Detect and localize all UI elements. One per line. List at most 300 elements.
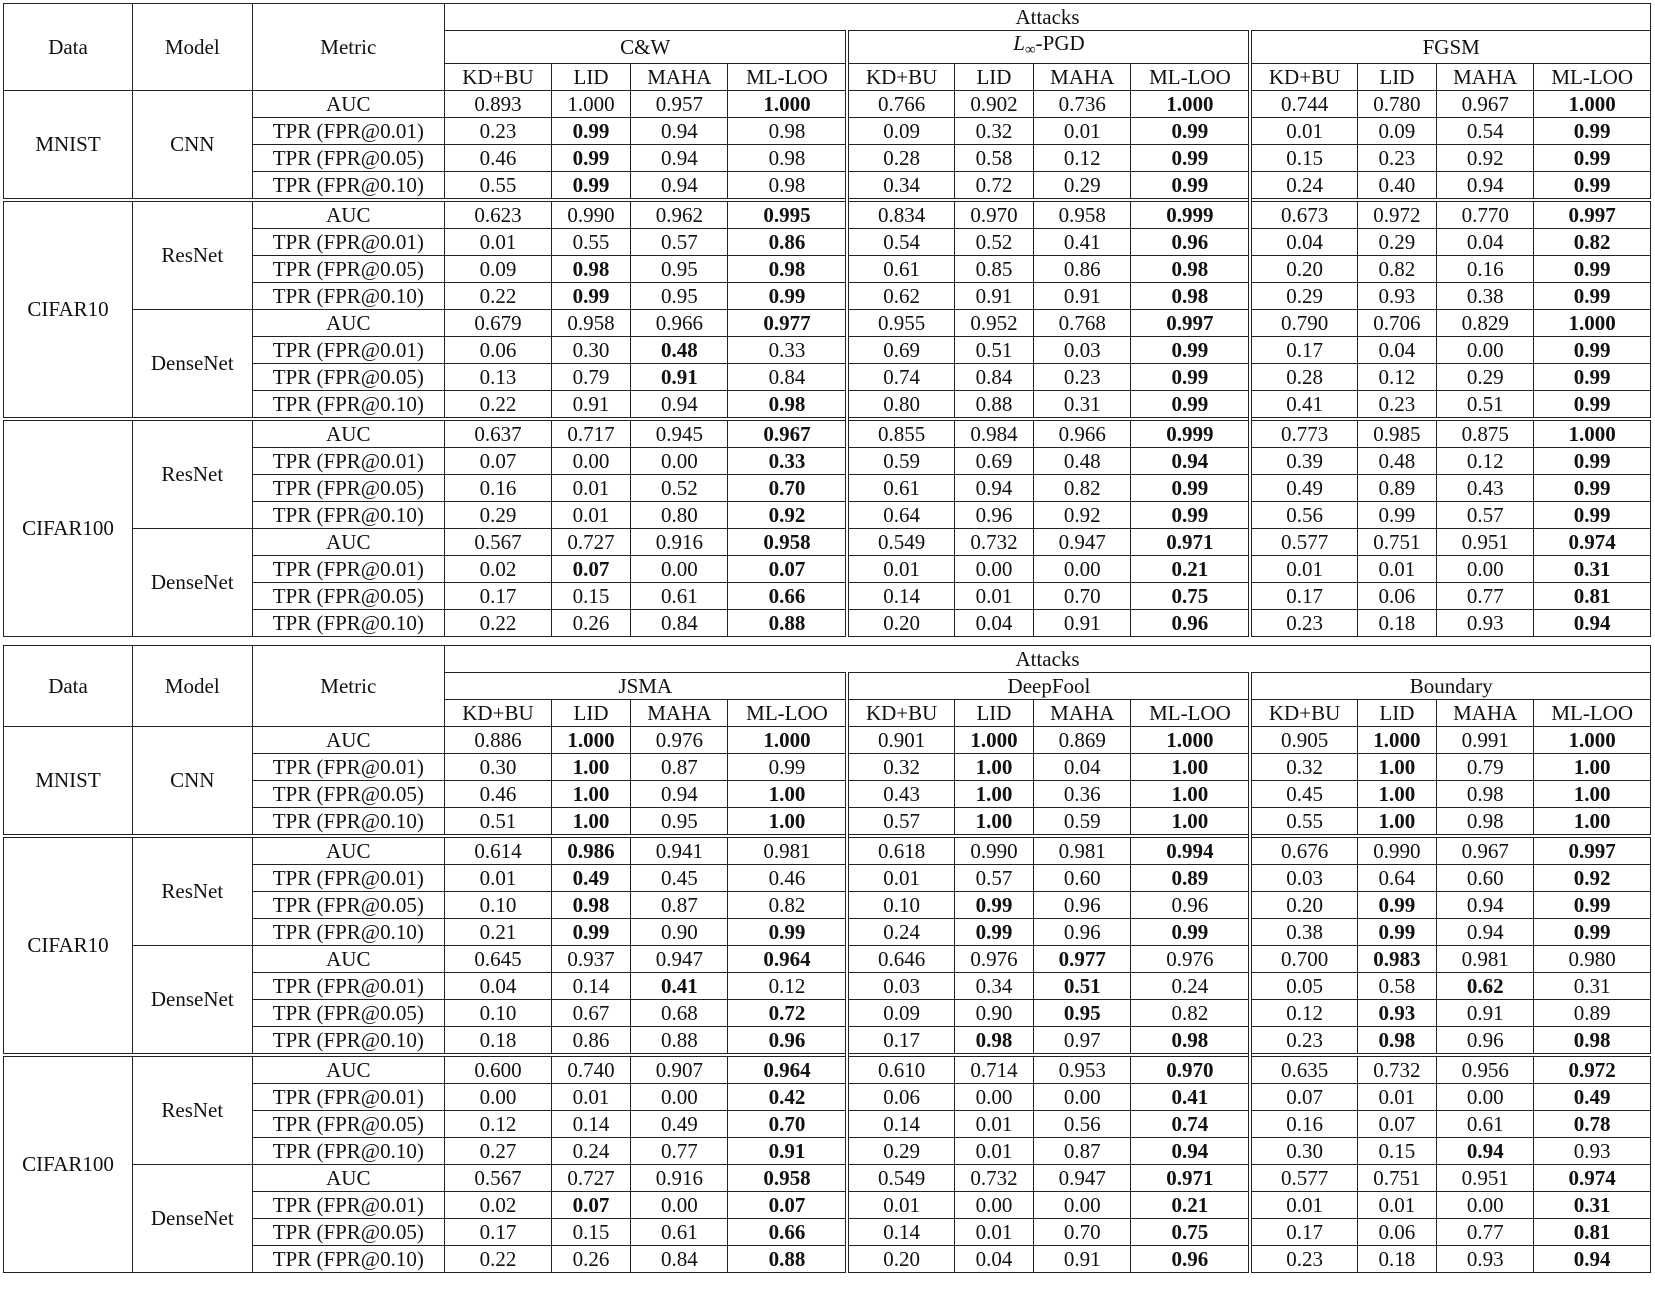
value-cell: 0.49 [551, 865, 630, 892]
value-cell: 0.96 [1437, 1027, 1534, 1056]
value-cell: 0.985 [1357, 419, 1436, 448]
value-cell: 0.676 [1250, 836, 1357, 865]
value-cell: 0.41 [1250, 391, 1357, 420]
value-cell: 0.94 [1534, 1246, 1651, 1273]
value-cell: 0.997 [1131, 310, 1251, 337]
value-cell: 0.99 [1534, 448, 1651, 475]
value-cell: 0.41 [1131, 1084, 1251, 1111]
table-row [4, 1055, 1651, 1084]
value-cell: 1.000 [1534, 91, 1651, 118]
value-cell: 0.986 [551, 836, 630, 865]
value-cell: 0.57 [631, 229, 728, 256]
value-cell: 0.947 [1034, 529, 1131, 556]
value-cell: 0.72 [954, 172, 1033, 201]
value-cell: 0.59 [1034, 808, 1131, 837]
value-cell: 0.74 [1131, 1111, 1251, 1138]
value-cell: 0.99 [1131, 118, 1251, 145]
value-cell: 0.93 [1437, 610, 1534, 637]
value-cell: 0.88 [631, 1027, 728, 1056]
value-cell: 0.98 [1437, 781, 1534, 808]
value-cell: 0.96 [728, 1027, 848, 1056]
value-cell: 0.16 [1250, 1111, 1357, 1138]
metric-cell: TPR (FPR@0.10) [252, 1027, 445, 1056]
value-cell: 0.04 [1250, 229, 1357, 256]
value-cell: 0.58 [954, 145, 1033, 172]
value-cell: 0.04 [1437, 229, 1534, 256]
value-cell: 0.01 [954, 1219, 1033, 1246]
value-cell: 0.98 [551, 892, 630, 919]
value-cell: 0.981 [1034, 836, 1131, 865]
method-header: MAHA [1437, 64, 1534, 91]
value-cell: 0.75 [1131, 583, 1251, 610]
value-cell: 0.81 [1534, 583, 1651, 610]
method-header: KD+BU [445, 64, 552, 91]
value-cell: 0.23 [1034, 364, 1131, 391]
value-cell: 0.645 [445, 946, 552, 973]
value-cell: 0.635 [1250, 1055, 1357, 1084]
value-cell: 0.98 [954, 1027, 1033, 1056]
value-cell: 0.32 [847, 754, 954, 781]
value-cell: 0.09 [445, 256, 552, 283]
value-cell: 0.94 [631, 391, 728, 420]
metric-cell: TPR (FPR@0.01) [252, 448, 445, 475]
value-cell: 0.39 [1250, 448, 1357, 475]
value-cell: 0.99 [1131, 391, 1251, 420]
metric-cell: TPR (FPR@0.01) [252, 1192, 445, 1219]
value-cell: 0.92 [1034, 502, 1131, 529]
value-cell: 0.981 [728, 836, 848, 865]
value-cell: 0.00 [1034, 1084, 1131, 1111]
metric-cell: TPR (FPR@0.10) [252, 502, 445, 529]
value-cell: 0.972 [1534, 1055, 1651, 1084]
value-cell: 0.98 [1131, 283, 1251, 310]
value-cell: 0.732 [1357, 1055, 1436, 1084]
value-cell: 0.990 [551, 200, 630, 229]
value-cell: 0.549 [847, 529, 954, 556]
value-cell: 0.31 [1034, 391, 1131, 420]
value-cell: 0.22 [445, 391, 552, 420]
value-cell: 0.937 [551, 946, 630, 973]
value-cell: 0.99 [1131, 364, 1251, 391]
value-cell: 0.41 [631, 973, 728, 1000]
value-cell: 0.17 [1250, 1219, 1357, 1246]
metric-cell: TPR (FPR@0.01) [252, 973, 445, 1000]
value-cell: 0.07 [728, 1192, 848, 1219]
value-cell: 0.94 [631, 172, 728, 201]
value-cell: 0.995 [728, 200, 848, 229]
value-cell: 0.941 [631, 836, 728, 865]
value-cell: 0.00 [445, 1084, 552, 1111]
value-cell: 0.77 [1437, 583, 1534, 610]
value-cell: 1.00 [728, 808, 848, 837]
value-cell: 0.01 [1357, 1192, 1436, 1219]
value-cell: 0.972 [1357, 200, 1436, 229]
value-cell: 0.99 [1357, 919, 1436, 946]
value-cell: 0.22 [445, 610, 552, 637]
dataset-cell: CIFAR10 [4, 200, 133, 419]
value-cell: 0.971 [1131, 1165, 1251, 1192]
value-cell: 0.38 [1437, 283, 1534, 310]
value-cell: 0.974 [1534, 1165, 1651, 1192]
attack-header: JSMA [445, 673, 848, 700]
value-cell: 0.04 [954, 1246, 1033, 1273]
value-cell: 0.99 [1534, 919, 1651, 946]
method-header: KD+BU [847, 700, 954, 727]
metric-cell: TPR (FPR@0.01) [252, 118, 445, 145]
value-cell: 0.45 [631, 865, 728, 892]
metric-cell: TPR (FPR@0.10) [252, 808, 445, 837]
value-cell: 0.96 [1131, 229, 1251, 256]
value-cell: 0.95 [1034, 1000, 1131, 1027]
value-cell: 0.766 [847, 91, 954, 118]
value-cell: 1.000 [1131, 727, 1251, 754]
value-cell: 0.780 [1357, 91, 1436, 118]
metric-cell: TPR (FPR@0.01) [252, 229, 445, 256]
value-cell: 0.700 [1250, 946, 1357, 973]
value-cell: 0.893 [445, 91, 552, 118]
value-cell: 0.55 [1250, 808, 1357, 837]
value-cell: 0.999 [1131, 419, 1251, 448]
metric-cell: AUC [252, 727, 445, 754]
value-cell: 0.10 [445, 892, 552, 919]
method-header: KD+BU [1250, 64, 1357, 91]
value-cell: 0.717 [551, 419, 630, 448]
value-cell: 0.80 [847, 391, 954, 420]
value-cell: 0.07 [445, 448, 552, 475]
value-cell: 1.00 [1357, 781, 1436, 808]
header-model: Model [133, 646, 253, 727]
model-cell: CNN [133, 91, 253, 201]
method-header: ML-LOO [1534, 700, 1651, 727]
value-cell: 0.12 [1034, 145, 1131, 172]
value-cell: 0.58 [1357, 973, 1436, 1000]
method-header: LID [551, 64, 630, 91]
value-cell: 0.17 [847, 1027, 954, 1056]
value-cell: 0.14 [551, 973, 630, 1000]
value-cell: 0.770 [1437, 200, 1534, 229]
value-cell: 1.000 [1534, 727, 1651, 754]
value-cell: 0.01 [847, 556, 954, 583]
value-cell: 1.000 [551, 727, 630, 754]
value-cell: 0.96 [1131, 892, 1251, 919]
value-cell: 0.618 [847, 836, 954, 865]
value-cell: 0.01 [551, 1084, 630, 1111]
attack-header: DeepFool [847, 673, 1250, 700]
metric-cell: TPR (FPR@0.01) [252, 865, 445, 892]
value-cell: 0.48 [1357, 448, 1436, 475]
value-cell: 0.01 [1357, 556, 1436, 583]
value-cell: 0.15 [1250, 145, 1357, 172]
metric-cell: TPR (FPR@0.01) [252, 1084, 445, 1111]
value-cell: 0.55 [445, 172, 552, 201]
value-cell: 0.30 [1250, 1138, 1357, 1165]
value-cell: 0.24 [847, 919, 954, 946]
method-header: ML-LOO [1534, 64, 1651, 91]
value-cell: 0.23 [1250, 1246, 1357, 1273]
value-cell: 1.000 [728, 91, 848, 118]
value-cell: 0.91 [631, 364, 728, 391]
value-cell: 0.69 [847, 337, 954, 364]
metric-cell: TPR (FPR@0.05) [252, 364, 445, 391]
method-header: LID [1357, 700, 1436, 727]
value-cell: 0.22 [445, 283, 552, 310]
value-cell: 0.01 [445, 865, 552, 892]
value-cell: 0.96 [1034, 919, 1131, 946]
value-cell: 0.60 [1034, 865, 1131, 892]
value-cell: 0.99 [1534, 502, 1651, 529]
value-cell: 0.957 [631, 91, 728, 118]
value-cell: 0.20 [847, 610, 954, 637]
attack-header: Boundary [1250, 673, 1650, 700]
metric-cell: TPR (FPR@0.01) [252, 337, 445, 364]
value-cell: 0.99 [551, 283, 630, 310]
value-cell: 0.52 [631, 475, 728, 502]
value-cell: 0.00 [1437, 337, 1534, 364]
value-cell: 0.94 [631, 118, 728, 145]
value-cell: 0.01 [1357, 1084, 1436, 1111]
value-cell: 0.99 [728, 754, 848, 781]
value-cell: 0.03 [1034, 337, 1131, 364]
value-cell: 0.91 [954, 283, 1033, 310]
value-cell: 0.95 [631, 256, 728, 283]
value-cell: 0.91 [1034, 610, 1131, 637]
value-cell: 0.22 [445, 1246, 552, 1273]
value-cell: 0.86 [551, 1027, 630, 1056]
value-cell: 0.32 [1250, 754, 1357, 781]
value-cell: 0.01 [445, 229, 552, 256]
value-cell: 0.99 [1357, 502, 1436, 529]
value-cell: 0.744 [1250, 91, 1357, 118]
value-cell: 0.29 [1437, 364, 1534, 391]
value-cell: 0.56 [1250, 502, 1357, 529]
value-cell: 0.24 [551, 1138, 630, 1165]
value-cell: 0.94 [1437, 892, 1534, 919]
value-cell: 0.93 [1357, 1000, 1436, 1027]
value-cell: 0.736 [1034, 91, 1131, 118]
value-cell: 0.727 [551, 1165, 630, 1192]
value-cell: 0.991 [1437, 727, 1534, 754]
metric-cell: TPR (FPR@0.10) [252, 919, 445, 946]
value-cell: 0.64 [1357, 865, 1436, 892]
value-cell: 0.99 [1534, 283, 1651, 310]
value-cell: 0.99 [954, 919, 1033, 946]
value-cell: 0.955 [847, 310, 954, 337]
value-cell: 0.94 [631, 145, 728, 172]
value-cell: 0.567 [445, 529, 552, 556]
value-cell: 0.970 [954, 200, 1033, 229]
value-cell: 0.61 [847, 256, 954, 283]
value-cell: 0.94 [1534, 610, 1651, 637]
value-cell: 0.52 [954, 229, 1033, 256]
value-cell: 0.00 [631, 556, 728, 583]
dataset-cell: MNIST [4, 91, 133, 201]
metric-cell: AUC [252, 529, 445, 556]
value-cell: 0.01 [954, 1111, 1033, 1138]
value-cell: 0.997 [1534, 200, 1651, 229]
table-row [4, 946, 1651, 973]
value-cell: 0.46 [445, 145, 552, 172]
value-cell: 0.14 [551, 1111, 630, 1138]
value-cell: 0.999 [1131, 200, 1251, 229]
value-cell: 0.04 [1034, 754, 1131, 781]
value-cell: 0.06 [445, 337, 552, 364]
value-cell: 0.20 [847, 1246, 954, 1273]
value-cell: 0.01 [954, 1138, 1033, 1165]
value-cell: 0.57 [1437, 502, 1534, 529]
value-cell: 0.89 [1534, 1000, 1651, 1027]
value-cell: 0.12 [728, 973, 848, 1000]
value-cell: 0.48 [631, 337, 728, 364]
metric-cell: TPR (FPR@0.10) [252, 391, 445, 420]
header-metric: Metric [252, 4, 445, 91]
value-cell: 0.901 [847, 727, 954, 754]
value-cell: 1.00 [551, 808, 630, 837]
value-cell: 0.00 [631, 1192, 728, 1219]
value-cell: 0.99 [1534, 391, 1651, 420]
value-cell: 0.981 [1437, 946, 1534, 973]
value-cell: 0.997 [1534, 836, 1651, 865]
value-cell: 0.966 [631, 310, 728, 337]
value-cell: 0.94 [1131, 1138, 1251, 1165]
model-cell: ResNet [133, 836, 253, 946]
results-tables [3, 3, 1651, 1273]
value-cell: 0.751 [1357, 529, 1436, 556]
value-cell: 0.91 [1034, 1246, 1131, 1273]
value-cell: 0.610 [847, 1055, 954, 1084]
value-cell: 0.34 [954, 973, 1033, 1000]
value-cell: 0.99 [551, 145, 630, 172]
table-row [4, 529, 1651, 556]
value-cell: 0.54 [1437, 118, 1534, 145]
value-cell: 0.01 [551, 502, 630, 529]
value-cell: 0.70 [728, 475, 848, 502]
method-header: ML-LOO [1131, 64, 1251, 91]
metric-cell: TPR (FPR@0.05) [252, 475, 445, 502]
value-cell: 0.93 [1534, 1138, 1651, 1165]
value-cell: 0.00 [631, 448, 728, 475]
value-cell: 0.967 [728, 419, 848, 448]
metric-cell: TPR (FPR@0.05) [252, 1111, 445, 1138]
metric-cell: TPR (FPR@0.01) [252, 556, 445, 583]
value-cell: 0.98 [1534, 1027, 1651, 1056]
value-cell: 0.82 [1534, 229, 1651, 256]
value-cell: 0.28 [847, 145, 954, 172]
metric-cell: AUC [252, 946, 445, 973]
value-cell: 0.869 [1034, 727, 1131, 754]
value-cell: 0.40 [1357, 172, 1436, 201]
value-cell: 0.01 [1250, 1192, 1357, 1219]
value-cell: 0.01 [847, 865, 954, 892]
value-cell: 0.98 [728, 118, 848, 145]
value-cell: 0.907 [631, 1055, 728, 1084]
value-cell: 0.727 [551, 529, 630, 556]
value-cell: 0.07 [551, 556, 630, 583]
method-header: MAHA [631, 700, 728, 727]
value-cell: 0.57 [847, 808, 954, 837]
value-cell: 0.87 [631, 892, 728, 919]
value-cell: 0.98 [728, 145, 848, 172]
value-cell: 0.91 [551, 391, 630, 420]
value-cell: 0.00 [631, 1084, 728, 1111]
value-cell: 0.70 [1034, 1219, 1131, 1246]
value-cell: 0.67 [551, 1000, 630, 1027]
value-cell: 0.96 [1131, 1246, 1251, 1273]
value-cell: 0.614 [445, 836, 552, 865]
value-cell: 0.732 [954, 1165, 1033, 1192]
value-cell: 0.905 [1250, 727, 1357, 754]
value-cell: 0.04 [445, 973, 552, 1000]
value-cell: 0.72 [728, 1000, 848, 1027]
value-cell: 0.99 [551, 919, 630, 946]
value-cell: 1.00 [551, 754, 630, 781]
method-header: LID [954, 700, 1033, 727]
value-cell: 0.30 [445, 754, 552, 781]
value-cell: 0.21 [1131, 556, 1251, 583]
value-cell: 0.57 [954, 865, 1033, 892]
value-cell: 0.577 [1250, 1165, 1357, 1192]
value-cell: 0.04 [1357, 337, 1436, 364]
value-cell: 0.32 [954, 118, 1033, 145]
value-cell: 0.84 [954, 364, 1033, 391]
value-cell: 0.90 [631, 919, 728, 946]
value-cell: 1.00 [1357, 808, 1436, 837]
value-cell: 0.732 [954, 529, 1033, 556]
value-cell: 1.00 [1534, 754, 1651, 781]
value-cell: 0.977 [728, 310, 848, 337]
value-cell: 0.970 [1131, 1055, 1251, 1084]
value-cell: 0.567 [445, 1165, 552, 1192]
value-cell: 0.15 [1357, 1138, 1436, 1165]
value-cell: 0.99 [1534, 475, 1651, 502]
value-cell: 0.82 [1131, 1000, 1251, 1027]
value-cell: 0.66 [728, 583, 848, 610]
value-cell: 1.00 [1131, 808, 1251, 837]
value-cell: 0.84 [631, 610, 728, 637]
value-cell: 0.02 [445, 556, 552, 583]
value-cell: 0.98 [1131, 256, 1251, 283]
value-cell: 0.93 [1437, 1246, 1534, 1273]
method-header: KD+BU [445, 700, 552, 727]
metric-cell: TPR (FPR@0.01) [252, 754, 445, 781]
value-cell: 0.29 [847, 1138, 954, 1165]
value-cell: 0.20 [1250, 256, 1357, 283]
value-cell: 0.94 [1437, 172, 1534, 201]
value-cell: 0.14 [847, 1219, 954, 1246]
value-cell: 0.952 [954, 310, 1033, 337]
model-cell: ResNet [133, 1055, 253, 1165]
value-cell: 0.99 [1534, 364, 1651, 391]
method-header: LID [1357, 64, 1436, 91]
value-cell: 0.51 [1034, 973, 1131, 1000]
value-cell: 0.18 [445, 1027, 552, 1056]
value-cell: 0.98 [728, 172, 848, 201]
metric-cell: TPR (FPR@0.10) [252, 1246, 445, 1273]
header-metric: Metric [252, 646, 445, 727]
value-cell: 0.623 [445, 200, 552, 229]
value-cell: 0.06 [1357, 583, 1436, 610]
value-cell: 1.00 [728, 781, 848, 808]
header-data: Data [4, 4, 133, 91]
value-cell: 0.17 [445, 583, 552, 610]
value-cell: 0.951 [1437, 529, 1534, 556]
value-cell: 0.956 [1437, 1055, 1534, 1084]
value-cell: 0.09 [1357, 118, 1436, 145]
value-cell: 1.00 [1131, 754, 1251, 781]
value-cell: 0.56 [1034, 1111, 1131, 1138]
value-cell: 0.80 [631, 502, 728, 529]
value-cell: 0.84 [631, 1246, 728, 1273]
model-cell: DenseNet [133, 1165, 253, 1273]
